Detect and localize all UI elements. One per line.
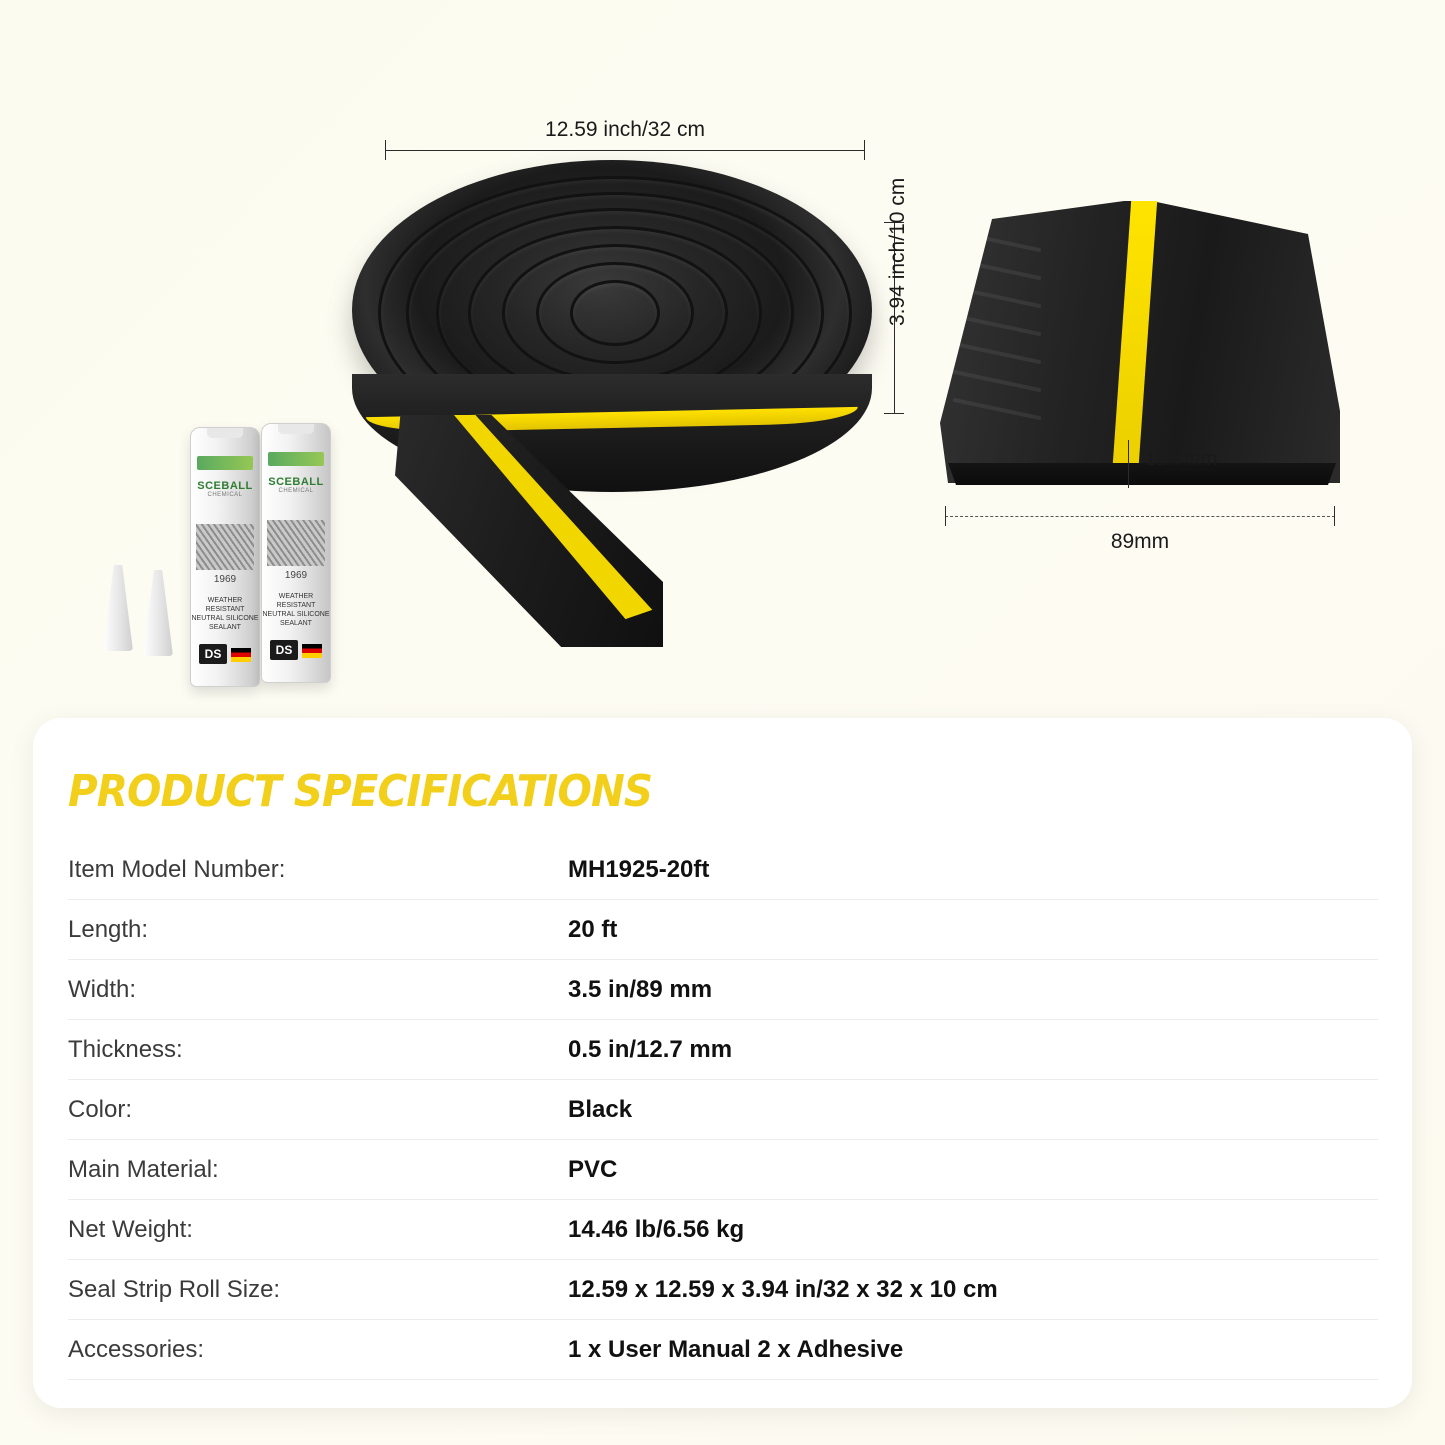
spec-value: 20 ft [568,916,618,943]
nozzle-icon [103,565,133,651]
spec-label: Seal Strip Roll Size: [68,1276,281,1303]
spec-value: PVC [568,1156,618,1183]
dimension-roll-height [880,177,936,414]
spec-value: 12.59 x 12.59 x 3.94 in/32 x 32 x 10 cm [568,1276,998,1303]
spec-label: Main Material: [68,1156,219,1183]
spec-value: 0.5 in/12.7 mm [568,1036,733,1063]
spec-value: Black [568,1096,633,1123]
nozzle-icon [143,570,173,656]
dimension-width-label: 89mm [1110,530,1170,553]
spec-label: Length: [68,916,149,943]
cartridge-cap [207,427,243,438]
table-row [68,1140,1378,1200]
roll-ring [570,280,660,346]
dimension-tick-right [864,140,865,160]
cartridge-cap [278,423,314,434]
dimension-width [945,510,1335,570]
spec-value: 3.5 in/89 mm [568,976,713,1003]
seal-strip-tail [395,415,665,665]
spec-label: Accessories: [68,1336,205,1363]
table-row [68,960,1378,1020]
table-row [68,1200,1378,1260]
dimension-tick-bottom [884,413,904,414]
cartridge-badge: DS [270,640,298,660]
cartridge-green-band [197,456,253,470]
dimension-tick-right [1334,506,1335,526]
cartridge-brand: SCEBALL CHEMICAL [268,476,324,494]
dimension-tick-left [385,140,386,160]
spec-label: Thickness: [68,1036,183,1063]
cartridge-year: 1969 [213,574,237,585]
flag-icon [231,648,251,662]
dimension-thickness-label: 12.7mm [1145,448,1218,470]
cartridge-description: WEATHER RESISTANT NEUTRAL SILICONE SEALANT [191,597,259,631]
seal-strip-cross-section [940,195,1340,515]
spec-label: Color: [68,1096,133,1123]
cross-section-base [940,463,1340,485]
cartridge-green-band [268,452,324,466]
cartridge-graphic [196,524,254,570]
cartridge-brand: SCEBALL CHEMICAL [197,480,253,498]
table-row [68,900,1378,960]
cartridge-year: 1969 [284,570,308,581]
dimension-line-dashed [945,516,1335,518]
cartridge-graphic [267,520,325,566]
dimension-roll-width-label: 12.59 inch/32 cm [545,118,705,141]
cartridge-description: WEATHER RESISTANT NEUTRAL SILICONE SEALANT [262,593,330,627]
table-row [68,840,1378,900]
table-row [68,1080,1378,1140]
adhesive-accessories [185,415,345,695]
section-title: PRODUCT SPECIFICATIONS [68,766,653,817]
specifications-table [68,840,1378,1380]
table-row [68,1020,1378,1080]
spec-value: 1 x User Manual 2 x Adhesive [568,1336,904,1363]
product-hero-image [0,0,1445,720]
flag-icon [302,644,322,658]
spec-label: Item Model Number: [68,856,286,883]
spec-value: 14.46 lb/6.56 kg [568,1216,745,1243]
adhesive-cartridge [190,427,260,687]
spec-label: Width: [68,976,137,1003]
adhesive-cartridge [261,423,331,683]
dimension-tick-left [945,506,946,526]
spec-label: Net Weight: [68,1216,193,1243]
cartridge-badge: DS [199,644,227,664]
spec-value: MH1925-20ft [568,856,710,883]
product-specifications-card [33,718,1412,1408]
dimension-line-horizontal [385,150,865,151]
table-row [68,1260,1378,1320]
dimension-roll-height-label: 3.94 inch/10 cm [886,177,909,326]
table-row [68,1320,1378,1380]
dimension-roll-width [385,118,865,164]
dimension-thickness-line [1128,440,1129,488]
